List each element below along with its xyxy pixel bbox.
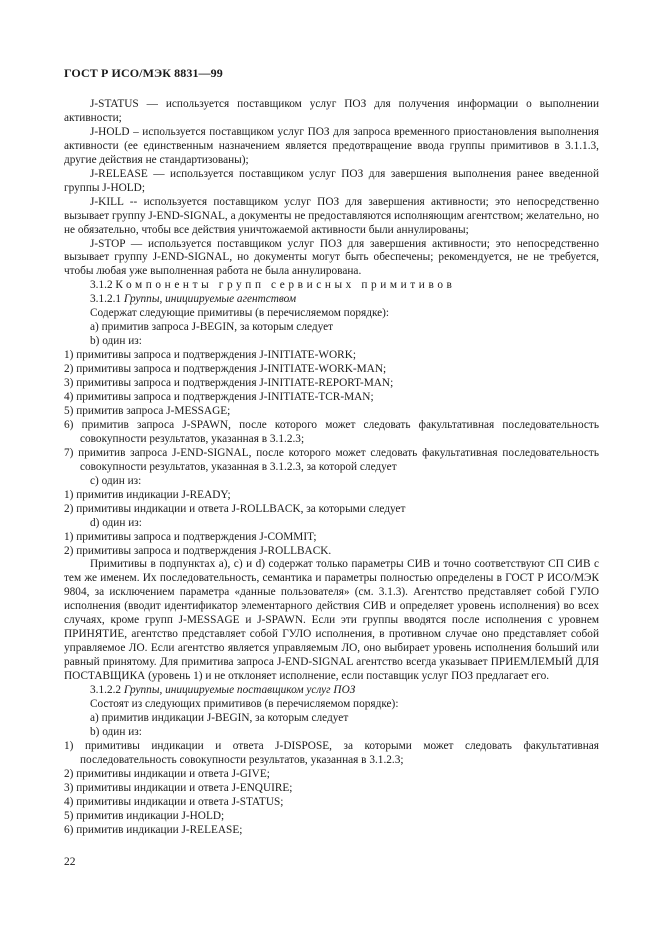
- list2-item-b-4: 4) примитивы индикации и ответа J-STATUS;: [64, 795, 284, 808]
- standard-header: ГОСТ Р ИСО/МЭК 8831—99: [64, 66, 223, 80]
- subsection-3-1-2-2-heading: [64, 684, 599, 698]
- list-item-c-2: 2) примитивы индикации и ответа J-ROLLBACK, за которыми следует: [64, 502, 406, 515]
- list2-item-b-1: 1) примитивы индикации и ответа J-DISPOSE, за которыми может следовать факультативная последовательность совокупности результатов, указанная в 3.1.2.3;: [64, 739, 599, 766]
- list-item-b-5: 5) примитив запроса J-MESSAGE;: [64, 404, 231, 417]
- paragraph-j-kill: J-KILL -- используется поставщиком услуг ПОЗ для завершения активности; это непосредственно вызывает группу J-END-SIGNAL, а документы не предоставляются исполняющим агентством; желательно, но не обязательно, чтобы все действия уничтожаемой активности были аннулированы;: [64, 195, 599, 236]
- list-item-b-6: 6) примитив запроса J-SPAWN, после которого может следовать факультативная последовательность совокупности результатов, указанная в 3.1.2.3;: [64, 418, 599, 445]
- paragraph-primitives: Примитивы в подпунктах а), с) и d) содержат только параметры СИВ и точно соответствуют СП СИВ с тем же именем. Их последовательность, семантика и параметры полностью определены в ГОСТ Р ИСО/МЭК 9804, за исключением параметра «данные пользователя» (см. 3.1.3). Агентство представляет собой ГУЛО исполнения (вводит идентификатор элементарного действия СИВ и определяет уровень исполнения) во всех случаях, кроме групп J-MESSAGE и J-SPAWN. Если эти группы вводятся после исполнения с уровнем ПРИНЯТИЕ, агентство представляет собой ГУЛО исполнения, в противном случае оно представляет собой управляемое ЛО. Если агентство является управляемым ЛО, оно выбирает уровень исполнения больший или равный принятому. Для примитива запроса J-END-SIGNAL агентство всегда указывает ПРИЕМЛЕМЫЙ ДЛЯ ПОСТАВЩИКА (уровень 1) и не отклоняет исполнение, если поставщик услуг ПОЗ предлагает его.: [64, 558, 599, 683]
- section-title: Компоненты групп сервисных примитивов: [115, 279, 456, 292]
- list2-item-b-2: 2) примитивы индикации и ответа J-GIVE;: [64, 767, 270, 780]
- subsection-intro: Содержат следующие примитивы (в перечисляемом порядке):: [90, 307, 390, 320]
- paragraph-j-stop: J-STOP — используется поставщиком услуг ПОЗ для завершения активности; это непосредственно вызывает группу J-END-SIGNAL, но документы могут быть обеспечены; рекомендуется, не не требуется, чтобы любая уже выполненная работа не была аннулирована.: [64, 237, 599, 278]
- list2-item-a: а) примитив индикации J-BEGIN, за которым следует: [90, 711, 349, 724]
- list2-item-b: b) один из:: [90, 725, 142, 738]
- subsection-title: Группы, инициируемые поставщиком услуг ПОЗ: [123, 684, 356, 697]
- section-3-1-2-heading: [64, 279, 599, 293]
- list-item-b: b) один из:: [90, 335, 142, 348]
- paragraph-j-status: J-STATUS — используется поставщиком услуг ПОЗ для получения информации о выполнении активности;: [64, 98, 599, 124]
- list-item-b-7: 7) примитив запроса J-END-SIGNAL, после которого может следовать факультативная последовательность совокупности результатов, указанная в 3.1.2.3, за которой следует: [64, 446, 599, 473]
- list-item-b-1: 1) примитивы запроса и подтверждения J-INITIATE-WORK;: [64, 349, 356, 362]
- list-item-c: c) один из:: [90, 474, 142, 487]
- subsection-3-1-2-1-heading: [64, 293, 599, 307]
- list-item-b-4: 4) примитивы запроса и подтверждения J-INITIATE-TCR-MAN;: [64, 391, 374, 404]
- body-text: [64, 98, 599, 838]
- list-item-d: d) один из:: [90, 516, 142, 529]
- list2-item-b-6: 6) примитив индикации J-RELEASE;: [64, 823, 243, 836]
- list-item-a: а) примитив запроса J-BEGIN, за которым следует: [90, 321, 334, 334]
- subsection-title: Группы, инициируемые агентством: [123, 293, 297, 306]
- subsection-number: 3.1.2.1: [90, 293, 122, 306]
- subsection-intro: Состоят из следующих примитивов (в перечисляемом порядке):: [90, 697, 399, 710]
- list2-item-b-3: 3) примитивы индикации и ответа J-ENQUIRE;: [64, 781, 293, 794]
- paragraph-j-release: J-RELEASE — используется поставщиком услуг ПОЗ для завершения выполнения ранее введенной группы J-HOLD;: [64, 167, 599, 194]
- list-item-c-1: 1) примитив индикации J-READY;: [64, 488, 231, 501]
- section-number: 3.1.2: [90, 279, 113, 292]
- subsection-number: 3.1.2.2: [90, 684, 122, 697]
- list-item-b-3: 3) примитивы запроса и подтверждения J-INITIATE-REPORT-MAN;: [64, 377, 394, 390]
- list-item-b-2: 2) примитивы запроса и подтверждения J-INITIATE-WORK-MAN;: [64, 363, 387, 376]
- list2-item-b-5: 5) примитив индикации J-HOLD;: [64, 809, 225, 822]
- list-item-d-1: 1) примитивы запроса и подтверждения J-COMMIT;: [64, 530, 317, 543]
- page-number: 22: [64, 856, 76, 868]
- list-item-d-2: 2) примитивы запроса и подтверждения J-ROLLBACK.: [64, 544, 332, 557]
- paragraph-j-hold: J-HOLD – используется поставщиком услуг ПОЗ для запроса временного приостановления выполнения активности (ее единственным назначением является предотвращение ввода группы примитивов в 3.1.1.3, другие действия не стандартизованы);: [64, 125, 599, 166]
